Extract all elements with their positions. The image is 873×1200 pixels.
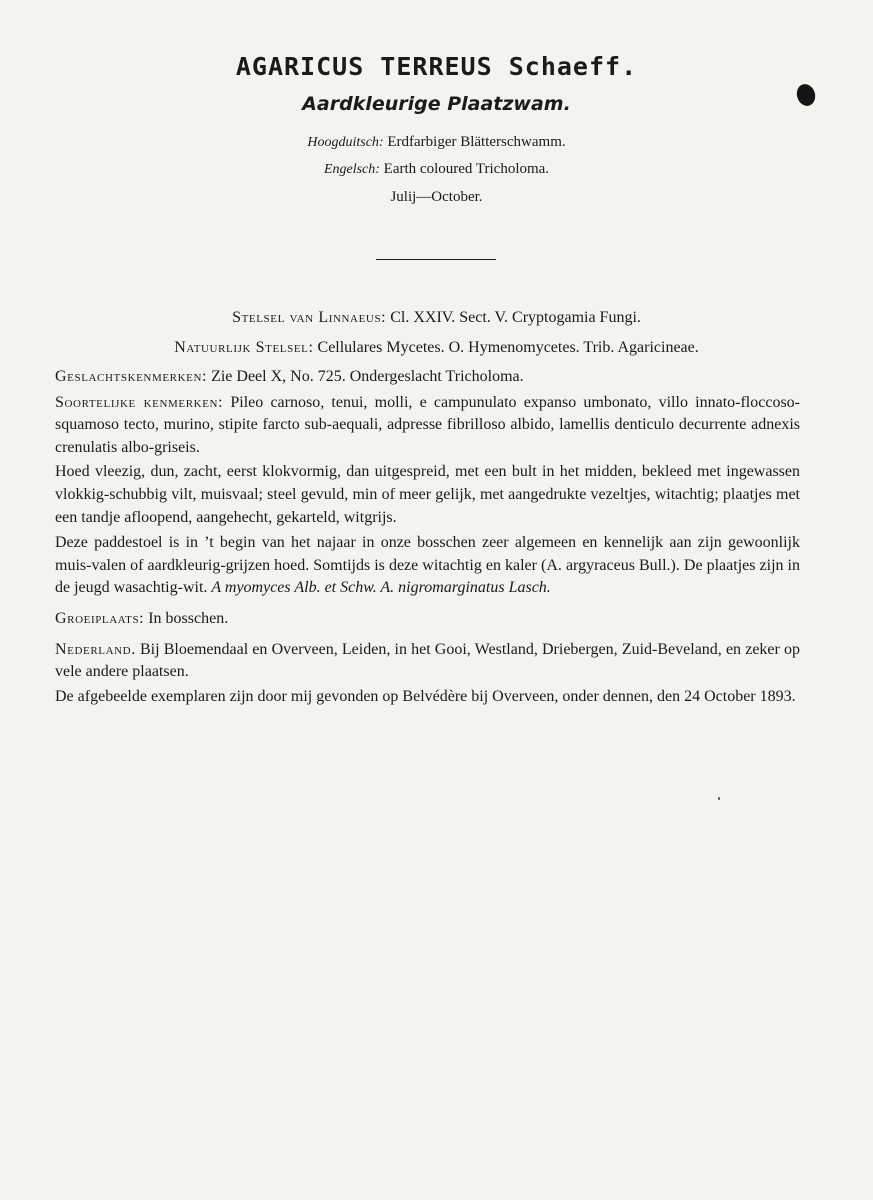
german-name-line bbox=[0, 134, 873, 151]
linnaeus-system-line bbox=[0, 309, 873, 327]
genus-characters bbox=[55, 366, 800, 389]
netherlands-paragraph bbox=[55, 639, 800, 684]
genus-value: Zie Deel X, No. 725. Ondergeslacht Tricholoma. bbox=[211, 368, 524, 385]
netherlands-label: Nederland. bbox=[55, 640, 136, 658]
genus-label: Geslachtskenmerken: bbox=[55, 368, 208, 385]
natural-system-line bbox=[0, 339, 873, 357]
specimen-note: De afgebeelde exemplaren zijn door mij gevonden op Belvédère bij Overveen, onder dennen, den 24 October 1893. bbox=[55, 687, 796, 705]
occurrence-text: Deze paddestoel is in ’t begin van het najaar in onze bosschen zeer algemeen en kennelijk aan zijn gewoonlijk muis-valen of aardkleurig-grijzen hoed. Somtijds is deze witachtig en kaler (A. argyraceus Bull.). De plaatjes zijn in de jeugd wasachtig-wit. bbox=[55, 534, 800, 597]
occurrence-paragraph bbox=[55, 532, 800, 600]
habitat-value: In bosschen. bbox=[148, 609, 229, 627]
description-body bbox=[55, 366, 800, 716]
ink-speck-icon bbox=[718, 797, 720, 800]
section-divider bbox=[376, 259, 496, 260]
habitat-label: Groeiplaats: bbox=[55, 609, 145, 627]
species-characters bbox=[55, 392, 800, 460]
english-name-line bbox=[0, 161, 873, 178]
dutch-common-name: Aardkleurige Plaatzwam. bbox=[302, 93, 571, 115]
habitat-line bbox=[55, 608, 800, 631]
linnaeus-value: Cl. XXIV. Sect. V. Cryptogamia Fungi. bbox=[390, 309, 641, 326]
synonyms: A myomyces Alb. et Schw. A. nigromarginatus Lasch. bbox=[211, 579, 551, 597]
natural-system-value: Cellulares Mycetes. O. Hymenomycetes. Trib. Agaricineae. bbox=[317, 339, 699, 356]
cap-description: Hoed vleezig, dun, zacht, eerst klokvormig, dan uitgespreid, met een bult in het midden, bekleed met ingewassen vlokkig-schubbig vilt, muisvaal; steel gevuld, min of meer gelijk, met aangedrukte vezeltjes, witachtig; plaatjes met een tandje afloopend, aangehecht, gekarteld, witgrijs. bbox=[55, 463, 800, 526]
netherlands-text: Bij Bloemendaal en Overveen, Leiden, in het Gooi, Westland, Driebergen, Zuid-Beveland, en zeker op vele andere plaatsen. bbox=[55, 640, 801, 681]
english-label: Engelsch: bbox=[323, 162, 380, 177]
linnaeus-label: Stelsel van Linnaeus: bbox=[232, 309, 387, 326]
german-name: Erdfarbiger Blätterschwamm. bbox=[387, 134, 566, 150]
german-label: Hoogduitsch: bbox=[307, 135, 384, 150]
english-name: Earth coloured Tricholoma. bbox=[383, 161, 550, 177]
natural-system-label: Natuurlijk Stelsel: bbox=[174, 339, 314, 356]
species-latin-text: Pileo carnoso, tenui, molli, e campunulato expanso umbonato, villo innato-floccoso-squamoso tecto, murino, stipite farcto sub-aequali, adpresse fibrilloso albido, lamellis denticulo decurrente adnexis crenulatis albo-griseis. bbox=[55, 393, 800, 456]
species-label: Soortelijke kenmerken: bbox=[55, 393, 224, 411]
species-title: AGARICUS TERREUS Schaeff. bbox=[235, 52, 638, 81]
season-line: Julij—October. bbox=[390, 189, 483, 205]
